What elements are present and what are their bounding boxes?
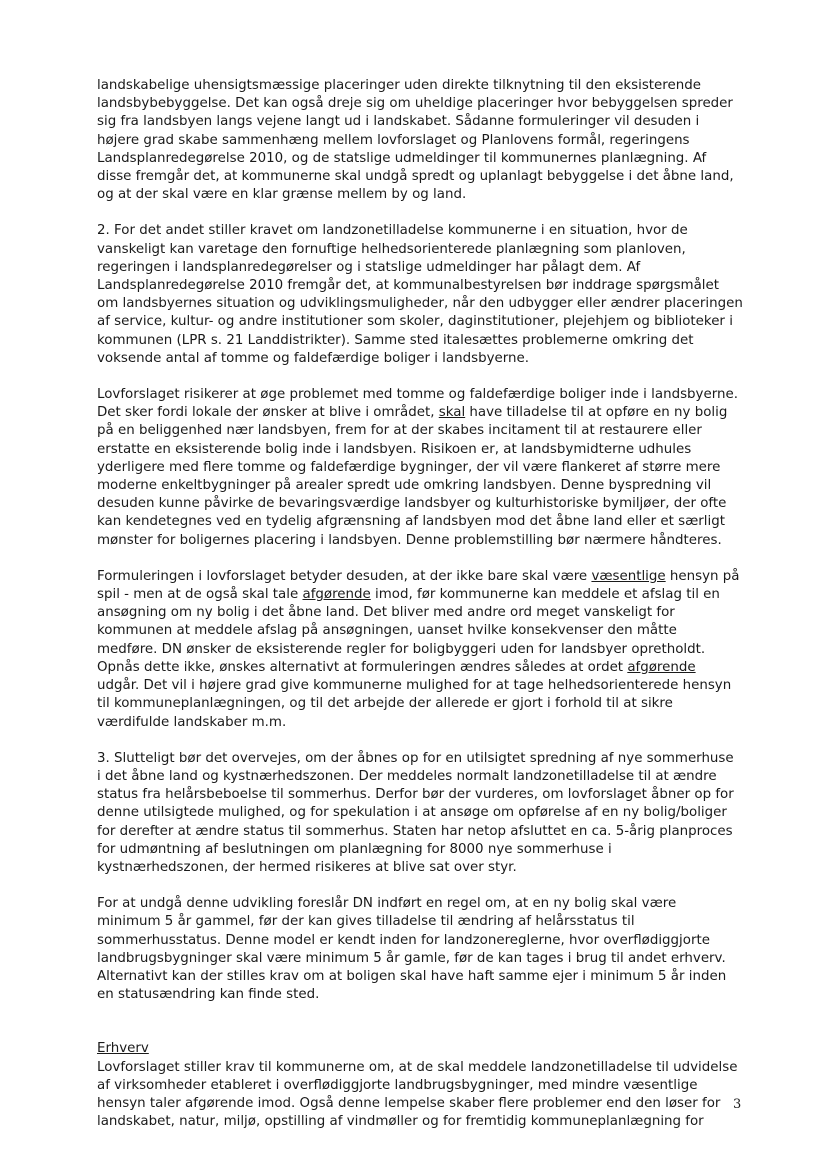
- text-line: status fra helårsbeboelse til sommerhus. Derfor bør der vurderes, om lovforslaget åbner op for: [97, 787, 734, 803]
- text-line: en statusændring kan finde sted.: [97, 987, 320, 1003]
- text-line: Opnås dette ikke, ønskes alternativt at formuleringen ændres således at ordet afgørende: [97, 659, 696, 675]
- text-line: til kommuneplanlægningen, og til det arbejde der allerede er gjort i forhold til at sikre: [97, 696, 673, 712]
- underlined-word: afgørende: [627, 659, 696, 675]
- text-line: 3. Slutteligt bør det overvejes, om der åbnes op for en utilsigtet spredning af nye sommerhuse: [97, 750, 734, 766]
- text-line: spil - men at de også skal tale afgørende imod, før kommunerne kan meddele et afslag til en: [97, 587, 720, 603]
- text-line: af virksomheder etableret i overflødiggjorte landbrugsbygninger, med mindre væsentlige: [97, 1077, 698, 1093]
- text-line: denne utilsigtede mulighed, og for spekulation i at ansøge om opførelse af en ny bolig/boliger: [97, 805, 727, 821]
- text-line: ansøgning om ny bolig i det åbne land. Det bliver med andre ord meget vanskeligt for: [97, 605, 675, 621]
- text-line: på en beliggenhed nær landsbyen, frem for at der skabes incitament til at restaurere eller: [97, 423, 702, 439]
- text-line: erstatte en eksisterende bolig inde i landsbyen. Risikoen er, at landsbymidterne udhules: [97, 441, 692, 457]
- text-line: hensyn taler afgørende imod. Også denne lempelse skaber flere problemer end den løser for: [97, 1095, 721, 1111]
- paragraph-landskab-intro: [97, 77, 745, 204]
- text-line: minimum 5 år gammel, før der kan gives tilladelse til ændring af helårsstatus til: [97, 914, 635, 930]
- text-line: landbrugsbygninger skal være minimum 5 år gamle, før de kan tages i brug til andet erhverv.: [97, 950, 726, 966]
- text-line: og at der skal være en klar grænse mellem by og land.: [97, 187, 467, 203]
- paragraph-risk-empty-housing: [97, 386, 745, 550]
- text-line: Lovforslaget risikerer at øge problemet med tomme og faldefærdige boliger inde i landsbyerne.: [97, 387, 738, 403]
- text-line: for udmøntning af beslutningen om planlægning for 8000 nye sommerhuse i: [97, 841, 612, 857]
- page-number: 3: [733, 1097, 742, 1112]
- paragraph-point-3: [97, 750, 745, 877]
- text-line: 2. For det andet stiller kravet om landzonetilladelse kommunerne i en situation, hvor de: [97, 223, 688, 239]
- text-line: kommunen at meddele afslag på ansøgningen, uanset hvilke konsekvenser den måtte: [97, 623, 677, 639]
- text-line: i det åbne land og kystnærhedszonen. Der meddeles normalt landzonetilladelse til at ændre: [97, 768, 717, 784]
- text-line: Alternativt kan der stilles krav om at boligen skal have haft samme ejer i minimum 5 år inden: [97, 968, 727, 984]
- text-line: for derefter at ændre status til sommerhus. Staten har netop afsluttet en ca. 5-årig planproces: [97, 823, 733, 839]
- text-line: For at undgå denne udvikling foreslår DN indført en regel om, at en ny bolig skal være: [97, 896, 677, 912]
- text-line: desuden kunne påvirke de bevaringsværdige landsbyer og kulturhistoriske bymiljøer, der ofte: [97, 496, 727, 512]
- underlined-word: afgørende: [302, 587, 371, 603]
- text-line: kommunen (LPR s. 21 Landdistrikter). Samme sted italesættes problemerne omkring det: [97, 332, 694, 348]
- text-line: medføre. DN ønsker de eksisterende regler for boligbyggeri uden for landsbyer opretholdt.: [97, 641, 706, 657]
- paragraph-point-2: [97, 222, 745, 368]
- text-line: Landsplanredegørelse 2010 fremgår det, at kommunalbestyrelsen bør inddrage spørgsmålet: [97, 278, 720, 294]
- paragraph-erhverv: [97, 1059, 745, 1132]
- text-line: yderligere med flere tomme og faldefærdige bygninger, der vil være flankeret af større mere: [97, 459, 721, 475]
- text-line: regeringen i landsplanredegørelser og i statslige udmeldinger har pålagt dem. Af: [97, 259, 641, 275]
- text-line: voksende antal af tomme og faldefærdige boliger i landsbyerne.: [97, 350, 529, 366]
- document-page: [97, 77, 745, 1131]
- paragraph-formulation: [97, 568, 745, 732]
- text-line: sig fra landsbyen langs vejene langt ud i landskabet. Sådanne formuleringer vil desuden i: [97, 114, 700, 130]
- text-line: sommerhusstatus. Denne model er kendt inden for landzonereglerne, hvor overflødiggjorte: [97, 932, 710, 948]
- text-line: højere grad skabe sammenhæng mellem lovforslaget og Planlovens formål, regeringens: [97, 132, 690, 148]
- section-heading-erhverv: Erhverv: [97, 1041, 149, 1057]
- text-line: mønster for boligernes placering i landsbyen. Denne problemstilling bør nærmere håndteres.: [97, 532, 722, 548]
- text-line: landskabet, natur, miljø, opstilling af vindmøller og for fremtidig kommuneplanlægning for: [97, 1114, 704, 1130]
- text-line: disse fremgår det, at kommunerne skal undgå spredt og uplanlagt bebyggelse i det åbne land,: [97, 169, 734, 185]
- text-line: Landsplanredegørelse 2010, og de statslige udmeldinger til kommunernes planlægning. Af: [97, 150, 707, 166]
- text-line: Formuleringen i lovforslaget betyder desuden, at der ikke bare skal være væsentlige hensyn på: [97, 568, 740, 584]
- text-line: udgår. Det vil i højere grad give kommunerne mulighed for at tage helhedsorienterede hensyn: [97, 678, 732, 694]
- text-line: kan kendetegnes ved en tydelig afgrænsning af landsbyen mod det åbne land eller et særligt: [97, 514, 725, 530]
- text-line: Det sker fordi lokale der ønsker at blive i området, skal have tilladelse til at opføre en ny bolig: [97, 405, 728, 421]
- paragraph-summerhouse-rule: [97, 895, 745, 1004]
- text-line: kystnærhedszonen, der hermed risikeres at blive sat over styr.: [97, 859, 517, 875]
- text-line: landskabelige uhensigtsmæssige placeringer uden direkte tilknytning til den eksisterende: [97, 78, 701, 93]
- text-line: om landsbyernes situation og udviklingsmuligheder, når den udbygger eller ændrer placeringen: [97, 296, 743, 312]
- text-line: vanskeligt kan varetage den fornuftige helhedsorienterede planlægning som planloven,: [97, 241, 686, 257]
- text-line: landsbybebyggelse. Det kan også dreje sig om uheldige placeringer hvor bebyggelsen spreder: [97, 96, 733, 112]
- text-line: Lovforslaget stiller krav til kommunerne om, at de skal meddele landzonetilladelse til udvidelse: [97, 1059, 738, 1075]
- underlined-word: skal: [438, 405, 466, 421]
- underlined-word: væsentlige: [591, 568, 666, 584]
- text-line: af service, kultur- og andre institutioner som skoler, daginstitutioner, plejehjem og biblioteker i: [97, 314, 733, 330]
- text-line: værdifulde landskaber m.m.: [97, 714, 287, 730]
- text-line: moderne enkeltbygninger på arealer spredt ude omkring landsbyen. Denne byspredning vil: [97, 478, 712, 494]
